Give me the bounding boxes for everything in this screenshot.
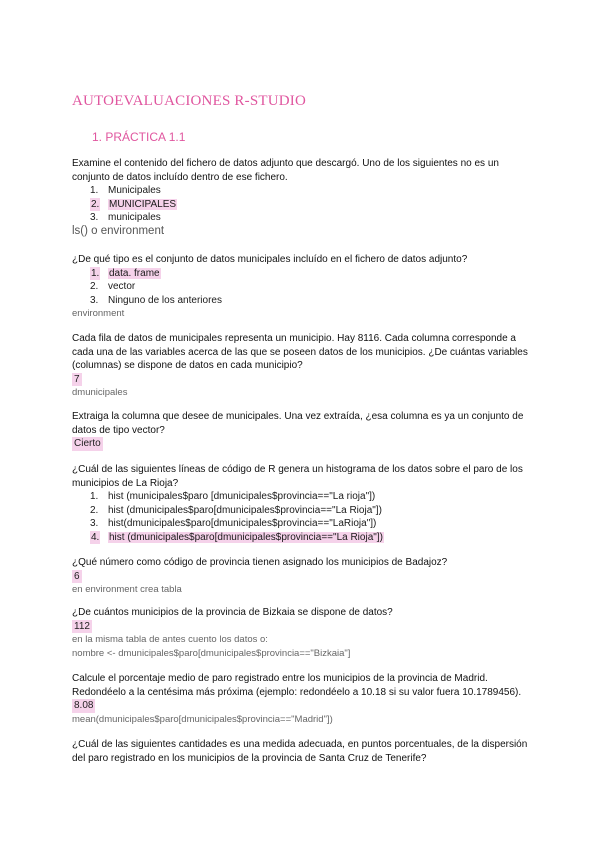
option: 1. hist (municipales$paro [dmunicipales$provincia=="La rioja"]): [90, 491, 376, 502]
option-selected: 2. MUNICIPALES: [91, 198, 177, 210]
note: dmunicipales: [72, 387, 128, 398]
question-text: Calcule el porcentaje medio de paro registrado entre los municipios de la provincia de Madrid. Redondéelo a la centésima más próxima (ejemplo: redondéelo a 10.18 si su valor fuera 10.1789456).: [72, 673, 522, 698]
question-text: ¿De qué tipo es el conjunto de datos municipales incluído en el fichero de datos adjunto?: [72, 254, 468, 265]
question-text: Examine el contenido del fichero de datos adjunto que descargó. Uno de los siguientes no es un conjunto de datos incluído dentro de ese fichero.: [72, 158, 499, 183]
document-title: AUTOEVALUACIONES R-STUDIO: [72, 93, 307, 109]
option-selected: 1. data. frame: [91, 267, 160, 279]
question-text: ¿Cuál de las siguientes líneas de código de R genera un histograma de los datos sobre el paro de los municipios de La Rioja?: [72, 464, 523, 489]
question-3: [72, 332, 534, 400]
note: ls() o environment: [72, 224, 165, 237]
question-text: Cada fila de datos de municipales representa un municipio. Hay 8116. Cada columna corresponde a cada una de las variables acerca de las que se poseen datos de los municipios. ¿De cuántas variables (columnas) se dispone de datos en cada municipio?: [72, 333, 528, 371]
code-note: nombre <- dmunicipales$paro[dmunicipales$provincia=="Bizkaia"]: [72, 647, 351, 659]
question-6: [72, 556, 534, 597]
answer: 112: [74, 620, 90, 632]
code-note: mean(dmunicipales$paro[dmunicipales$provincia=="Madrid"]): [72, 713, 333, 725]
answer: 8.08: [74, 700, 94, 711]
option: 1. Municipales: [90, 185, 161, 196]
question-2: [72, 253, 534, 321]
options-list: [72, 184, 534, 225]
option: 2. vector: [90, 281, 136, 292]
section-heading: 1. PRÁCTICA 1.1: [92, 130, 186, 144]
option: 3. Ninguno de los anteriores: [90, 294, 222, 306]
question-text: ¿De cuántos municipios de la provincia de Bizkaia se dispone de datos?: [72, 607, 393, 618]
question-text: ¿Cuál de las siguientes cantidades es una medida adecuada, en puntos porcentuales, de la dispersión del paro registrado en los municipios de la provincia de Santa Cruz de Tenerife?: [72, 739, 528, 764]
note: en environment crea tabla: [72, 584, 182, 595]
answer: 6: [74, 570, 80, 582]
question-4: [72, 410, 534, 451]
question-5: [72, 463, 534, 544]
options-list: [72, 267, 534, 308]
question-8: [72, 672, 534, 726]
options-list: [72, 490, 534, 544]
option: 3. hist(dmunicipales$paro[dmunicipales$provincia=="LaRioja"]): [90, 518, 377, 529]
option: 3. municipales: [90, 212, 161, 223]
note: environment: [72, 308, 125, 319]
question-1: [72, 157, 534, 238]
answer: 7: [74, 373, 80, 385]
question-7: [72, 606, 534, 660]
option: 2. hist (dmunicipales$paro[dmunicipales$provincia=="La Rioja"]): [90, 504, 382, 516]
note: en la misma tabla de antes cuento los datos o:: [72, 634, 268, 645]
question-9: [72, 738, 534, 765]
question-text: ¿Qué número como código de provincia tienen asignado los municipios de Badajoz?: [72, 557, 448, 568]
question-text: Extraiga la columna que desee de municipales. Una vez extraída, ¿esa columna es ya un conjunto de datos de tipo vector?: [72, 411, 524, 436]
answer: Cierto: [74, 438, 101, 449]
option-selected: 4. hist (dmunicipales$paro[dmunicipales$provincia=="La Rioja"]): [91, 531, 383, 543]
